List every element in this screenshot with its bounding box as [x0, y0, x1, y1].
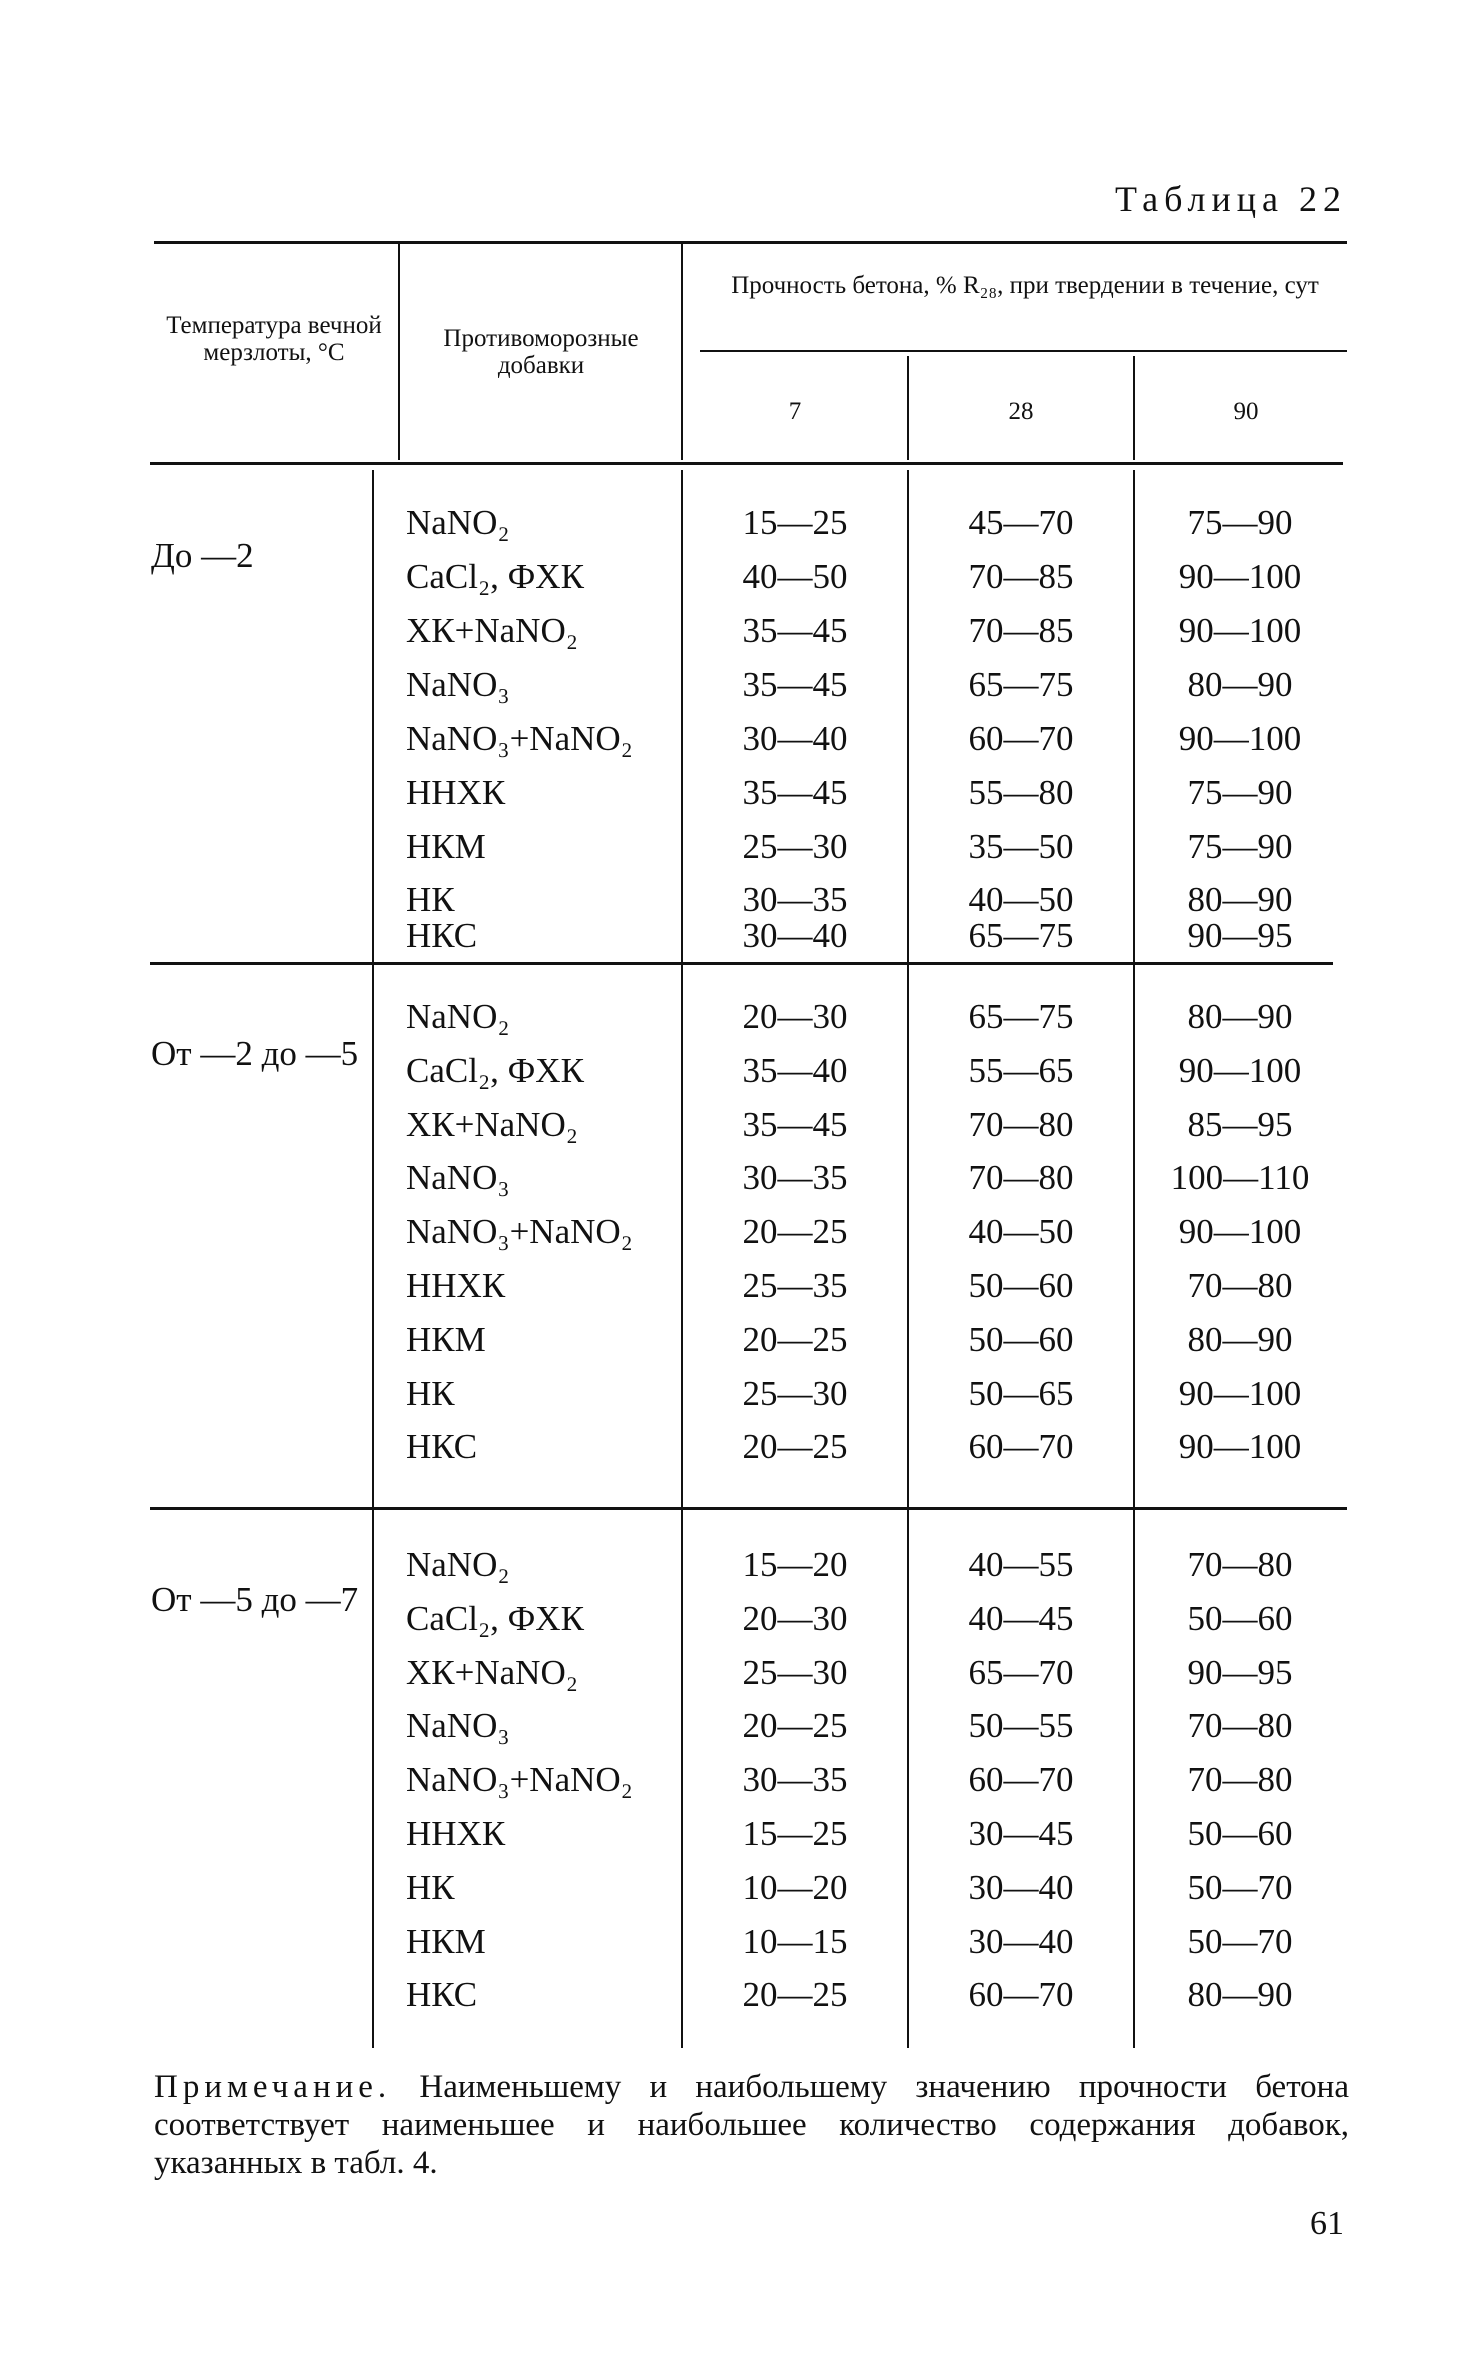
additive-cell: NaNO₃+NaNO₂ — [406, 1760, 633, 1800]
additive-cell: CaCl₂, ФХК — [406, 1598, 584, 1638]
strength-d7-cell: 35—45 — [742, 1104, 848, 1144]
strength-d90-cell: 75—90 — [1187, 503, 1293, 542]
strength-d90-cell: 90—95 — [1187, 916, 1293, 955]
table-row — [0, 1425, 1477, 1469]
strength-d28-cell: 40—45 — [968, 1598, 1074, 1638]
strength-d7-cell: 35—45 — [742, 773, 848, 812]
strength-d90-cell: 70—80 — [1187, 1545, 1293, 1584]
strength-d7-cell: 30—35 — [742, 880, 848, 919]
strength-d90-cell: 85—95 — [1187, 1104, 1293, 1144]
strength-d28-cell: 40—55 — [968, 1545, 1074, 1584]
strength-d28-cell: 70—80 — [968, 1104, 1074, 1144]
strength-d7-cell: 25—35 — [742, 1266, 848, 1305]
table-row — [0, 1543, 1477, 1587]
strength-d7-cell: 30—35 — [742, 1158, 848, 1198]
strength-d90-cell: 90—100 — [1178, 1373, 1302, 1413]
header-temperature: Температура вечной мерзлоты, °С — [166, 312, 382, 366]
table-note — [154, 2068, 1349, 2182]
additive-cell: ХК+NaNO₂ — [406, 1652, 578, 1692]
header-divider — [907, 356, 909, 460]
strength-d28-cell: 45—70 — [968, 503, 1074, 542]
strength-d28-cell: 70—80 — [968, 1158, 1074, 1198]
strength-d90-cell: 90—100 — [1178, 1212, 1302, 1252]
strength-d7-cell: 30—35 — [742, 1760, 848, 1800]
table-row — [0, 1758, 1477, 1802]
strength-d7-cell: 30—40 — [742, 719, 848, 758]
table-row — [0, 663, 1477, 707]
strength-d7-cell: 20—30 — [742, 997, 848, 1036]
strength-d90-cell: 50—60 — [1187, 1598, 1293, 1638]
header-divider — [681, 244, 683, 460]
strength-d90-cell: 50—60 — [1187, 1814, 1293, 1853]
strength-d90-cell: 80—90 — [1187, 1975, 1293, 2015]
table-row — [0, 1156, 1477, 1200]
strength-d28-cell: 30—40 — [968, 1867, 1074, 1907]
table-row — [0, 1812, 1477, 1856]
strength-d90-cell: 80—90 — [1187, 665, 1293, 704]
strength-d90-cell: 70—80 — [1187, 1266, 1293, 1305]
table-row — [0, 825, 1477, 869]
note-lead: Примечание. — [154, 2069, 392, 2105]
top-rule — [154, 241, 1347, 244]
additive-cell: НКМ — [406, 1921, 486, 1961]
table-row — [0, 771, 1477, 815]
strength-d90-cell: 90—100 — [1178, 1427, 1302, 1467]
header-additives: Противоморозные добавки — [443, 325, 639, 379]
strength-d28-cell: 55—65 — [968, 1050, 1074, 1090]
table-row — [0, 914, 1477, 958]
strength-d28-cell: 60—70 — [968, 1760, 1074, 1800]
table-row — [0, 1103, 1477, 1147]
header-divider — [1133, 356, 1135, 460]
strength-d7-cell: 30—40 — [742, 916, 848, 955]
additive-cell: NaNO₂ — [406, 1545, 510, 1584]
strength-d90-cell: 50—70 — [1187, 1921, 1293, 1961]
temperature-label: От —5 до —7 — [151, 1580, 359, 1619]
additive-cell: ХК+NaNO₂ — [406, 1104, 578, 1144]
strength-d7-cell: 10—20 — [742, 1867, 848, 1907]
additive-cell: NaNO₃ — [406, 1158, 510, 1198]
header-day-28: 28 — [1008, 398, 1034, 425]
table-row — [0, 1264, 1477, 1308]
table-row — [0, 1651, 1477, 1695]
table-title: Таблица 22 — [1115, 179, 1347, 219]
table-row — [0, 1704, 1477, 1748]
strength-d7-cell: 25—30 — [742, 1373, 848, 1413]
strength-d28-cell: 50—60 — [968, 1319, 1074, 1359]
strength-d90-cell: 70—80 — [1187, 1760, 1293, 1800]
table-row — [0, 609, 1477, 653]
table-row — [0, 1920, 1477, 1964]
table-row — [0, 1973, 1477, 2017]
strength-d7-cell: 20—25 — [742, 1427, 848, 1467]
temperature-label: До —2 — [151, 536, 254, 575]
strength-d7-cell: 20—25 — [742, 1319, 848, 1359]
strength-d28-cell: 65—75 — [968, 997, 1074, 1036]
strength-d28-cell: 70—85 — [968, 557, 1074, 596]
additive-cell: NaNO₃+NaNO₂ — [406, 719, 633, 758]
table-row — [0, 995, 1477, 1039]
strength-d28-cell: 50—65 — [968, 1373, 1074, 1413]
strength-d28-cell: 30—45 — [968, 1814, 1074, 1853]
strength-d90-cell: 90—100 — [1178, 719, 1302, 758]
section-rule — [150, 1507, 1347, 1510]
subheader-rule — [700, 350, 1347, 352]
additive-cell: ХК+NaNO₂ — [406, 611, 578, 650]
additive-cell: НК — [406, 1373, 455, 1413]
strength-d90-cell: 80—90 — [1187, 997, 1293, 1036]
strength-d7-cell: 15—20 — [742, 1545, 848, 1584]
strength-d7-cell: 40—50 — [742, 557, 848, 596]
strength-d28-cell: 35—50 — [968, 827, 1074, 866]
strength-d28-cell: 40—50 — [968, 1212, 1074, 1252]
additive-cell: NaNO₃ — [406, 665, 510, 704]
strength-d7-cell: 35—45 — [742, 665, 848, 704]
additive-cell: НКМ — [406, 1319, 486, 1359]
table-row — [0, 1318, 1477, 1362]
strength-d28-cell: 60—70 — [968, 1975, 1074, 2015]
strength-d28-cell: 65—75 — [968, 665, 1074, 704]
strength-d90-cell: 75—90 — [1187, 773, 1293, 812]
table-row — [0, 1049, 1477, 1093]
header-divider — [398, 244, 400, 460]
additive-cell: НК — [406, 880, 455, 919]
strength-d7-cell: 25—30 — [742, 827, 848, 866]
additive-cell: ННХК — [406, 1814, 506, 1853]
strength-d90-cell: 80—90 — [1187, 880, 1293, 919]
additive-cell: CaCl₂, ФХК — [406, 557, 584, 596]
additive-cell: NaNO₂ — [406, 503, 510, 542]
strength-d90-cell: 75—90 — [1187, 827, 1293, 866]
strength-d90-cell: 70—80 — [1187, 1706, 1293, 1746]
additive-cell: NaNO₃ — [406, 1706, 510, 1746]
strength-d7-cell: 35—45 — [742, 611, 848, 650]
additive-cell: ННХК — [406, 1266, 506, 1305]
section-rule — [150, 962, 1333, 965]
table-row — [0, 501, 1477, 545]
strength-d90-cell: 90—100 — [1178, 557, 1302, 596]
strength-d7-cell: 25—30 — [742, 1652, 848, 1692]
page-number: 61 — [1310, 2205, 1344, 2242]
additive-cell: NaNO₂ — [406, 997, 510, 1036]
strength-d7-cell: 20—30 — [742, 1598, 848, 1638]
strength-d90-cell: 50—70 — [1187, 1867, 1293, 1907]
strength-d28-cell: 30—40 — [968, 1921, 1074, 1961]
strength-d28-cell: 60—70 — [968, 1427, 1074, 1467]
strength-d7-cell: 20—25 — [742, 1212, 848, 1252]
additive-cell: NaNO₃+NaNO₂ — [406, 1212, 633, 1252]
table-row — [0, 555, 1477, 599]
strength-d7-cell: 20—25 — [742, 1706, 848, 1746]
table-row — [0, 1372, 1477, 1416]
table-row — [0, 1866, 1477, 1910]
strength-d28-cell: 50—60 — [968, 1266, 1074, 1305]
header-bottom-rule — [150, 462, 1343, 465]
table-row — [0, 717, 1477, 761]
table-row — [0, 1210, 1477, 1254]
strength-d28-cell: 65—75 — [968, 916, 1074, 955]
strength-d7-cell: 15—25 — [742, 1814, 848, 1853]
strength-d28-cell: 40—50 — [968, 880, 1074, 919]
strength-d28-cell: 60—70 — [968, 719, 1074, 758]
strength-d7-cell: 35—40 — [742, 1050, 848, 1090]
strength-d90-cell: 90—100 — [1178, 1050, 1302, 1090]
strength-d90-cell: 80—90 — [1187, 1319, 1293, 1359]
strength-d28-cell: 55—80 — [968, 773, 1074, 812]
additive-cell: НКС — [406, 1975, 478, 2015]
strength-d7-cell: 10—15 — [742, 1921, 848, 1961]
additive-cell: НКС — [406, 916, 478, 955]
table-row — [0, 1597, 1477, 1641]
note-text: Наименьшему и наибольшему значению прочности бетона соответствует наименьшее и наибольшее количество содержания добавок, указанных в табл. 4. — [154, 2069, 1349, 2181]
temperature-label: От —2 до —5 — [151, 1034, 359, 1073]
strength-d7-cell: 15—25 — [742, 503, 848, 542]
additive-cell: НКС — [406, 1427, 478, 1467]
header-strength: Прочность бетона, % R₂₈, при твердении в течение, сут — [731, 272, 1319, 299]
additive-cell: ННХК — [406, 773, 506, 812]
strength-d28-cell: 70—85 — [968, 611, 1074, 650]
strength-d90-cell: 100—110 — [1170, 1158, 1310, 1198]
strength-d90-cell: 90—100 — [1178, 611, 1302, 650]
additive-cell: CaCl₂, ФХК — [406, 1050, 584, 1090]
strength-d28-cell: 65—70 — [968, 1652, 1074, 1692]
header-day-90: 90 — [1233, 398, 1259, 425]
additive-cell: НК — [406, 1867, 455, 1907]
strength-d90-cell: 90—95 — [1187, 1652, 1293, 1692]
strength-d28-cell: 50—55 — [968, 1706, 1074, 1746]
header-day-7: 7 — [788, 398, 802, 425]
strength-d7-cell: 20—25 — [742, 1975, 848, 2015]
additive-cell: НКМ — [406, 827, 486, 866]
